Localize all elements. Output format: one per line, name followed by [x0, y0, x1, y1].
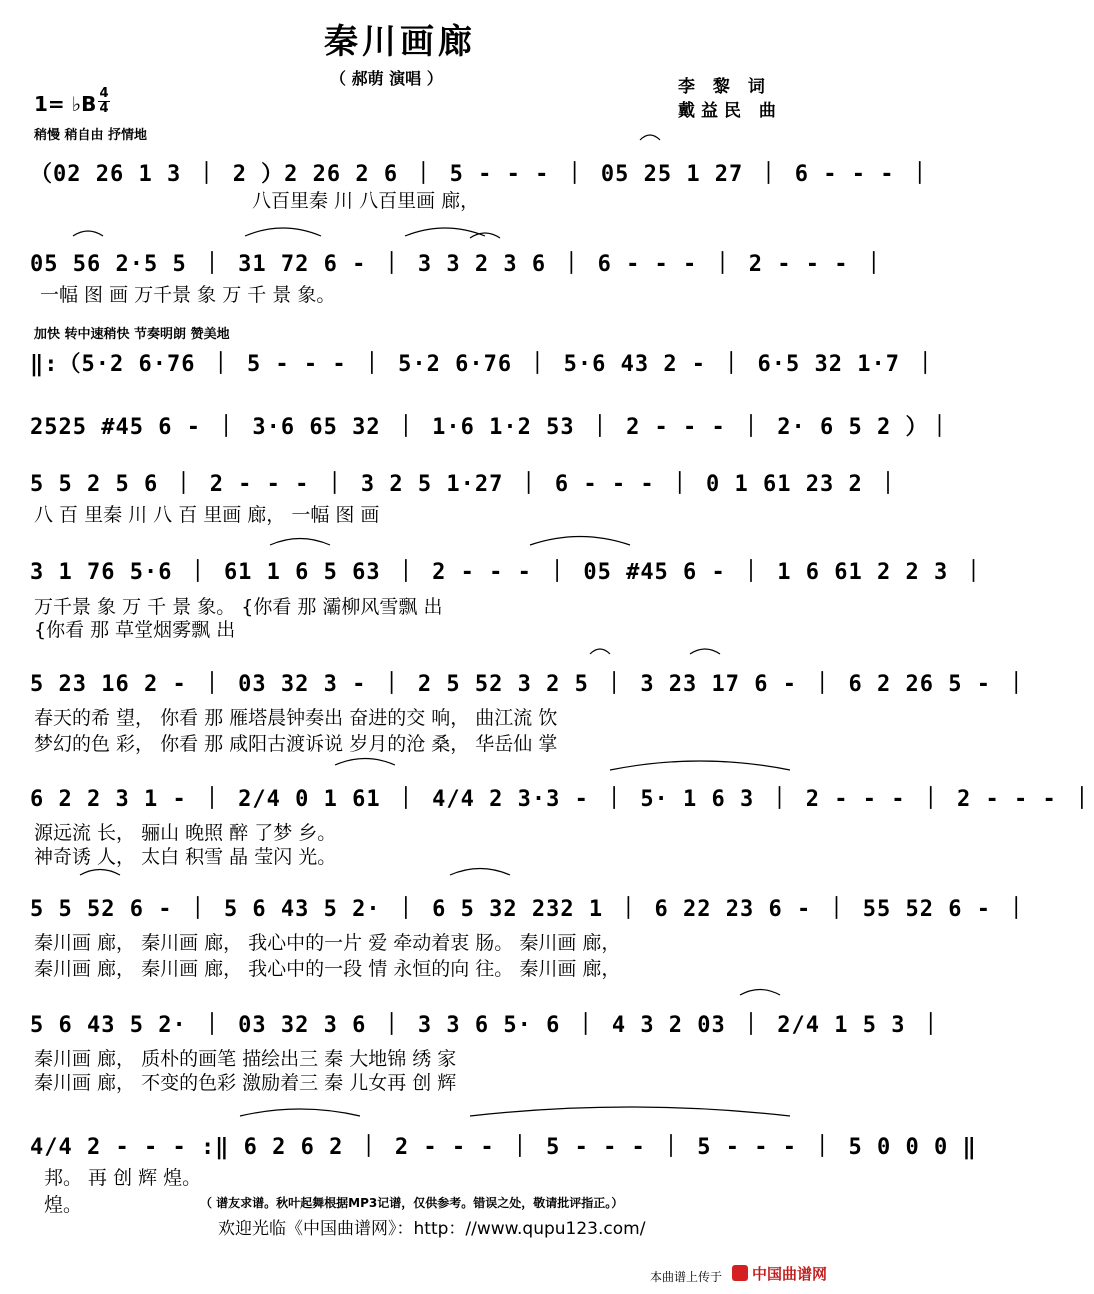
- lyric-row: 秦川画 廊， 秦川画 廊， 我心中的一片 爱 牵动着衷 肠。 秦川画 廊，: [34, 932, 621, 954]
- slur: [590, 649, 610, 654]
- slur: [740, 990, 780, 996]
- site-logo: [732, 1262, 828, 1286]
- transcriber-note: （ 谱友求谱。秋叶起舞根据MP3记谱，仅供参考。错误之处，敬请批评指正。）: [200, 1196, 624, 1210]
- song-title: 秦川画廊: [324, 22, 476, 62]
- lyric-row: 邦。 再 创 辉 煌。: [44, 1167, 202, 1189]
- lyric-row: 春天的希 望， 你看 那 雁塔晨钟奏出 奋进的交 响， 曲江流 饮: [34, 707, 558, 729]
- tempo-marking: 加快 转中速稍快 节奏明朗 赞美地: [34, 327, 230, 342]
- slur: [405, 228, 485, 236]
- notation-row: ‖:（5·2 6·76 ｜ 5 - - - ｜ 5·2 6·76 ｜ 5·6 43 2 - ｜ 6·5 32 1·7 ｜: [30, 352, 938, 377]
- notation-row: 4/4 2 - - - :‖ 6 2 6 2 ｜ 2 - - - ｜ 5 - - - ｜ 5 - - - ｜ 5 0 0 0 ‖: [30, 1135, 977, 1160]
- lyric-row: 煌。: [44, 1194, 83, 1216]
- lyric-row: 万千景 象 万 千 景 象。 {你看 那 灞柳风雪飘 出: [34, 596, 443, 618]
- lyric-row: 一幅 图 画 万千景 象 万 千 景 象。: [40, 284, 336, 306]
- notation-row: 2525 #45 6 - ｜ 3·6 65 32 ｜ 1·6 1·2 53 ｜ 2 - - - ｜ 2· 6 5 2 ）｜: [30, 415, 952, 440]
- notation-row: （02 26 1 3 ｜ 2 ）2 26 2 6 ｜ 5 - - - ｜ 05 25 1 27 ｜ 6 - - - ｜: [30, 162, 932, 187]
- slur: [240, 1109, 360, 1116]
- upload-label: 本曲谱上传于: [650, 1270, 723, 1284]
- notation-row: 05 56 2·5 5 ｜ 31 72 6 - ｜ 3 3 2 3 6 ｜ 6 - - - ｜ 2 - - - ｜: [30, 252, 886, 277]
- lyric-row: 秦川画 廊， 不变的色彩 激励着三 秦 儿女再 创 辉: [34, 1072, 457, 1094]
- tempo-marking: 稍慢 稍自由 抒情地: [34, 128, 148, 143]
- time-signature-bottom: 4: [99, 101, 109, 116]
- slur: [470, 1107, 790, 1116]
- notation-row: 3 1 76 5·6 ｜ 61 1 6 5 63 ｜ 2 - - - ｜ 05 #45 6 - ｜ 1 6 61 2 2 3 ｜: [30, 560, 986, 585]
- time-signature-top: 4: [99, 86, 109, 101]
- slur: [270, 539, 330, 546]
- composer-credit: 戴益民 曲: [678, 101, 782, 121]
- lyricist-credit: 李 黎 词: [678, 77, 771, 97]
- notation-row: 5 23 16 2 - ｜ 03 32 3 - ｜ 2 5 52 3 2 5 ｜ 3 23 17 6 - ｜ 6 2 26 5 - ｜: [30, 672, 1029, 697]
- slur: [640, 135, 660, 140]
- slur: [73, 231, 103, 236]
- slur: [450, 869, 510, 876]
- slur: [245, 228, 321, 236]
- lyric-row: 秦川画 廊， 秦川画 廊， 我心中的一段 情 永恒的向 往。 秦川画 廊，: [34, 958, 621, 980]
- site-credit: 欢迎光临《中国曲谱网》：http：//www.qupu123.com/: [218, 1219, 646, 1239]
- slur: [335, 759, 395, 766]
- lyric-row: 八 百 里秦 川 八 百 里画 廊， 一幅 图 画: [34, 504, 380, 526]
- notation-row: 5 6 43 5 2· ｜ 03 32 3 6 ｜ 3 3 6 5· 6 ｜ 4 3 2 03 ｜ 2/4 1 5 3 ｜: [30, 1013, 943, 1038]
- slur: [530, 537, 630, 546]
- lyric-row: {你看 那 草堂烟雾飘 出: [34, 619, 236, 641]
- singer-credit: （ 郝萌 演唱 ）: [330, 69, 443, 88]
- slur: [610, 761, 790, 770]
- lyric-row: 八百里秦 川 八百里画 廊，: [252, 190, 480, 212]
- lyric-row: 秦川画 廊， 质朴的画笔 描绘出三 秦 大地锦 绣 家: [34, 1048, 457, 1070]
- logo-icon: [732, 1265, 748, 1281]
- key-signature: 1= ♭B: [34, 92, 97, 116]
- notation-row: 5 5 2 5 6 ｜ 2 - - - ｜ 3 2 5 1·27 ｜ 6 - - - ｜ 0 1 61 23 2 ｜: [30, 472, 900, 497]
- notation-row: 5 5 52 6 - ｜ 5 6 43 5 2· ｜ 6 5 32 232 1 ｜ 6 22 23 6 - ｜ 55 52 6 - ｜: [30, 897, 1029, 922]
- slur: [690, 649, 720, 654]
- lyric-row: 神奇诱 人， 太白 积雪 晶 莹闪 光。: [34, 846, 337, 868]
- notation-row: 6 2 2 3 1 - ｜ 2/4 0 1 61 ｜ 4/4 2 3·3 - ｜ 5· 1 6 3 ｜ 2 - - - ｜ 2 - - - ｜: [30, 787, 1094, 812]
- lyric-row: 梦幻的色 彩， 你看 那 咸阳古渡诉说 岁月的沧 桑， 华岳仙 掌: [34, 733, 558, 755]
- lyric-row: 源远流 长， 骊山 晚照 醉 了梦 乡。: [34, 822, 337, 844]
- slur: [80, 870, 120, 876]
- logo-text: 中国曲谱网: [752, 1265, 828, 1283]
